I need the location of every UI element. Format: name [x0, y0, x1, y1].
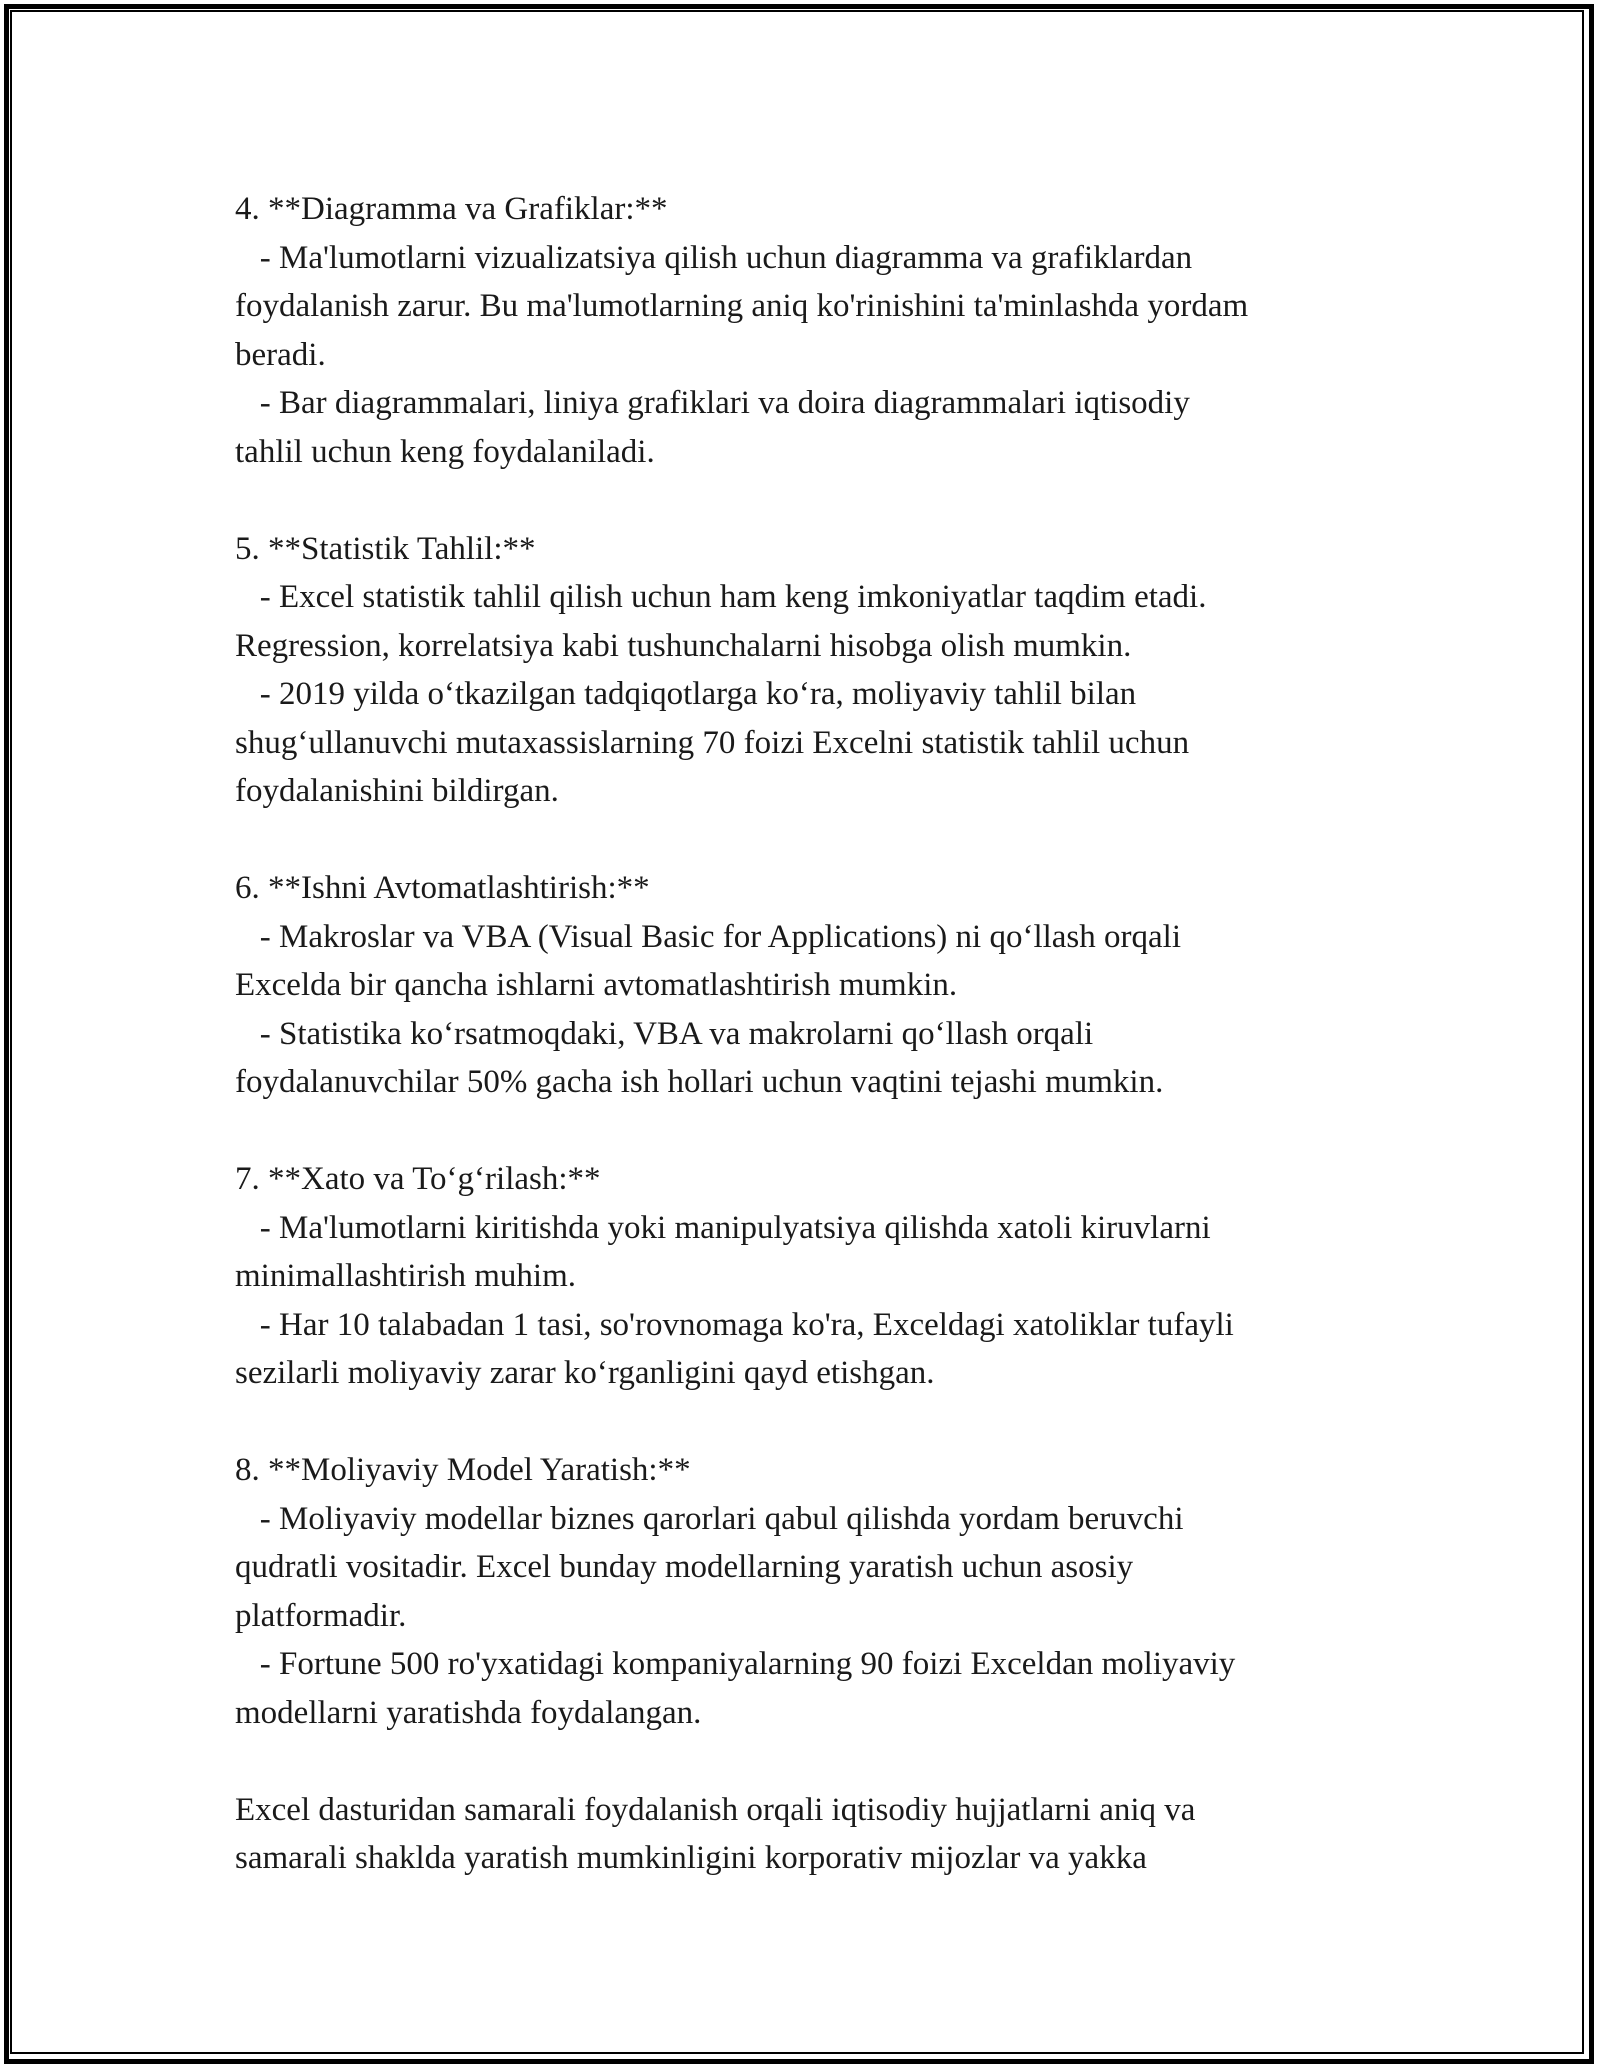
paragraph-line: modellarni yaratishda foydalangan.	[235, 1694, 702, 1731]
document-body	[235, 185, 1395, 1883]
paragraph-line: foydalanuvchilar 50% gacha ish hollari uchun vaqtini tejashi mumkin.	[235, 1064, 1164, 1100]
paragraph-line: platformadir.	[235, 1597, 407, 1634]
section-diagramma-va-grafiklar	[235, 185, 1395, 476]
section-heading: 8. **Moliyaviy Model Yaratish:**	[235, 1452, 691, 1488]
paragraph-line: Excel dasturidan samarali foydalanish orqali iqtisodiy hujjatlarni aniq va	[235, 1791, 1196, 1828]
paragraph-line: beradi.	[235, 336, 326, 373]
paragraph-line: - Ma'lumotlarni vizualizatsiya qilish uchun diagramma va grafiklardan	[235, 239, 1193, 276]
paragraph-line: minimallashtirish muhim.	[235, 1258, 576, 1294]
section-heading: 4. **Diagramma va Grafiklar:**	[235, 191, 668, 227]
section-statistik-tahlil	[235, 525, 1395, 816]
section-moliyaviy-model-yaratish	[235, 1446, 1395, 1737]
section-ishni-avtomatlashtirish	[235, 864, 1395, 1107]
paragraph-line: Excelda bir qancha ishlarni avtomatlashtirish mumkin.	[235, 967, 958, 1003]
paragraph-line: shug‘ullanuvchi mutaxassislarning 70 foizi Excelni statistik tahlil uchun	[235, 724, 1190, 761]
paragraph-line: foydalanishini bildirgan.	[235, 773, 559, 809]
section-heading: 5. **Statistik Tahlil:**	[235, 530, 536, 567]
section-heading: 7. **Xato va To‘g‘rilash:**	[235, 1161, 601, 1197]
paragraph-line: Regression, korrelatsiya kabi tushunchalarni hisobga olish mumkin.	[235, 627, 1132, 664]
paragraph-line: - Har 10 talabadan 1 tasi, so'rovnomaga ko'ra, Exceldagi xatoliklar tufayli	[235, 1306, 1234, 1343]
paragraph-line: - Excel statistik tahlil qilish uchun ham keng imkoniyatlar taqdim etadi.	[235, 579, 1207, 615]
paragraph-line: qudratli vositadir. Excel bunday modellarning yaratish uchun asosiy	[235, 1549, 1134, 1585]
paragraph-line: foydalanish zarur. Bu ma'lumotlarning aniq ko'rinishini ta'minlashda yordam	[235, 288, 1249, 324]
paragraph-line: - Bar diagrammalari, liniya grafiklari va doira diagrammalari iqtisodiy	[235, 385, 1190, 421]
paragraph-line: - Fortune 500 ro'yxatidagi kompaniyalarning 90 foizi Exceldan moliyaviy	[235, 1646, 1236, 1682]
paragraph-line: - Ma'lumotlarni kiritishda yoki manipulyatsiya qilishda xatoli kiruvlarni	[235, 1209, 1211, 1246]
paragraph-line: - Moliyaviy modellar biznes qarorlari qabul qilishda yordam beruvchi	[235, 1500, 1184, 1537]
section-xato-va-togrilash	[235, 1155, 1395, 1398]
section-heading: 6. **Ishni Avtomatlashtirish:**	[235, 870, 650, 906]
paragraph-line: tahlil uchun keng foydalaniladi.	[235, 433, 655, 470]
paragraph-line: - Statistika ko‘rsatmoqdaki, VBA va makrolarni qo‘llash orqali	[235, 1015, 1094, 1052]
section-conclusion	[235, 1786, 1395, 1883]
paragraph-line: - Makroslar va VBA (Visual Basic for Applications) ni qo‘llash orqali	[235, 918, 1181, 955]
paragraph-line: sezilarli moliyaviy zarar ko‘rganligini qayd etishgan.	[235, 1355, 935, 1391]
paragraph-line: samarali shaklda yaratish mumkinligini korporativ mijozlar va yakka	[235, 1840, 1147, 1876]
paragraph-line: - 2019 yilda o‘tkazilgan tadqiqotlarga ko‘ra, moliyaviy tahlil bilan	[235, 676, 1137, 712]
